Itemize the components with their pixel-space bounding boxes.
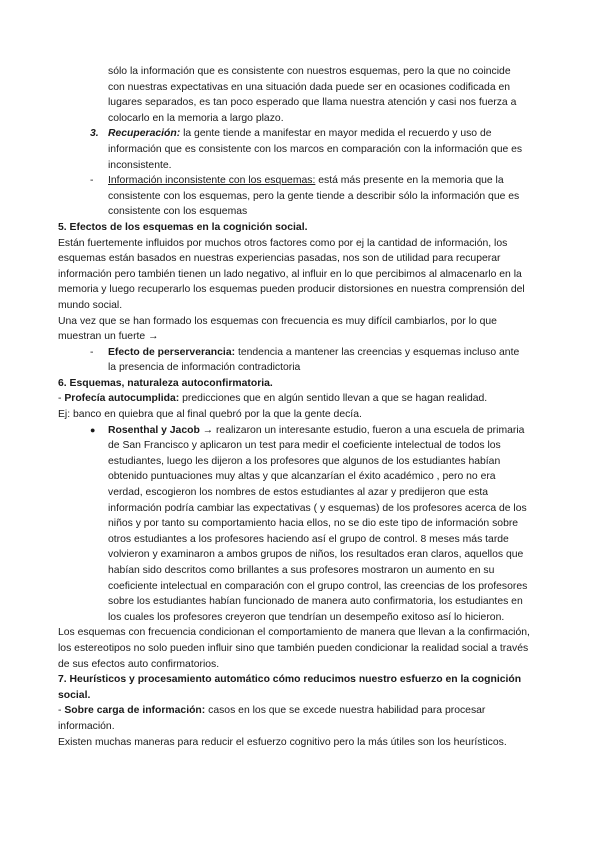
list-number: 3. — [90, 128, 99, 140]
term-informacion-inconsistente: Información inconsistente con los esquemas: — [108, 175, 316, 187]
term-recuperacion: Recuperación: — [108, 128, 181, 140]
section-7-heading: 7. Heurísticos y procesamiento automático cómo reducimos nuestro esfuerzo en la cognición social. — [58, 674, 522, 701]
list-item-rosenthal-jacob — [0, 423, 600, 626]
section-5-paragraph-1: Están fuertemente influidos por muchos otros factores como por ej la cantidad de información, los esquemas están basados en nuestras experiencias pasadas, nos son de utilidad para recuperar información pero también tienen un lado negativo, al influir en lo que percibimos al almacenarlo en la memoria y luego recuperarlo los esquemas pueden producir distorsiones en nuestra comprensión del mundo social. — [58, 237, 525, 311]
dash-marker: - — [90, 346, 94, 358]
list-item-informacion-inconsistente — [0, 173, 600, 220]
profecia-prefix: - — [58, 393, 65, 405]
profecia-autocumplida-paragraph — [0, 391, 600, 407]
list-item-recuperacion — [0, 126, 600, 173]
informacion-inconsistente-text: está más presente en la memoria que la consistente con los esquemas, pero la gente tiende a describir sólo la información que es consistente con los esquemas — [108, 175, 520, 218]
intro-paragraph: sólo la información que es consistente con nuestros esquemas, pero la que no coincide con nuestras expectativas en una situación dada puede ser en ocasiones codificada en lugares separados, es tan poco esperado que llama nuestra atención y casi nos fuerza a colocarlo en la memoria a largo plazo. — [108, 66, 517, 124]
efecto-perserverancia-text: tendencia a mantener las creencias y esquemas incluso ante la presencia de información contradictoria — [108, 346, 520, 374]
term-profecia-autocumplida: Profecía autocumplida: — [64, 393, 180, 405]
bullet-dot-icon: ● — [90, 424, 96, 435]
section-5-paragraph-2: Una vez que se han formado los esquemas con frecuencia es muy difícil cambiarlos, por lo que muestran un fuerte → — [58, 315, 497, 343]
term-rosenthal-jacob: Rosenthal y Jacob — [108, 424, 200, 436]
section-6-heading: 6. Esquemas, naturaleza autoconfirmatoria. — [58, 377, 273, 389]
sobrecarga-text: casos en los que se excede nuestra habilidad para procesar información. — [58, 705, 486, 732]
dash-marker: - — [90, 175, 94, 187]
sobrecarga-prefix: - — [58, 705, 65, 717]
list-item-efecto-perserverancia — [0, 345, 600, 376]
example-paragraph: Ej: banco en quiebra que al final quebró por la que la gente decía. — [58, 409, 362, 421]
profecia-text: predicciones que en algún sentido llevan a que se hagan realidad. — [179, 393, 488, 405]
rosenthal-jacob-text: → realizaron un interesante estudio, fueron a una escuela de primaria de San Francisco y aplicaron un test para medir el coeficiente intelectual de todos los estudiantes, luego les dijeron a los profesores que algunos de los estudiantes habían obtenido puntuaciones muy altas y que alcanzarían el éxito académico , pero no era verdad, escogieron los nombres de estos estudiantes al azar y predijeron que esta información podría cambiar las expectativas ( y esquemas) de los profesores acerca de los niños y por tanto su comportamiento hacia ellos, no se dio este tipo de información sobre otros estudiantes a los profesores haciendo así el grupo de control. 8 meses más tarde volvieron y examinaron a ambos grupos de niños, los resultados eran claros, aquellos que habían sido descritos como brillantes a sus profesores mostraron un aumento en su coeficiente intelectual en comparación con el grupo control, las creencias de los profesores sobre los estudiantes habían funcionado de manera auto confirmatoria, los estudiantes en los cuales los profesores creyeron que tendrían un desempeño exitoso así lo hicieron. — [108, 424, 528, 623]
recuperacion-text: la gente tiende a manifestar en mayor medida el recuerdo y uso de información que es consistente con los marcos en comparación con la información que es inconsistente. — [108, 128, 523, 171]
sobrecarga-paragraph — [0, 703, 600, 734]
section-6-conclusion: Los esquemas con frecuencia condicionan el comportamiento de manera que llevan a la confirmación, los estereotipos no solo pueden influir sino que también pueden condicionar la realidad social a través de sus efectos auto confirmatorios. — [58, 627, 530, 670]
document-page — [0, 64, 600, 750]
section-5-heading: 5. Efectos de los esquemas en la cognición social. — [58, 221, 308, 233]
section-7-final-paragraph: Existen muchas maneras para reducir el esfuerzo cognitivo pero la más útiles son los heurísticos. — [58, 736, 507, 748]
term-sobrecarga: Sobre carga de información: — [64, 705, 206, 717]
term-efecto-perserverancia: Efecto de perserverancia: — [108, 346, 236, 358]
